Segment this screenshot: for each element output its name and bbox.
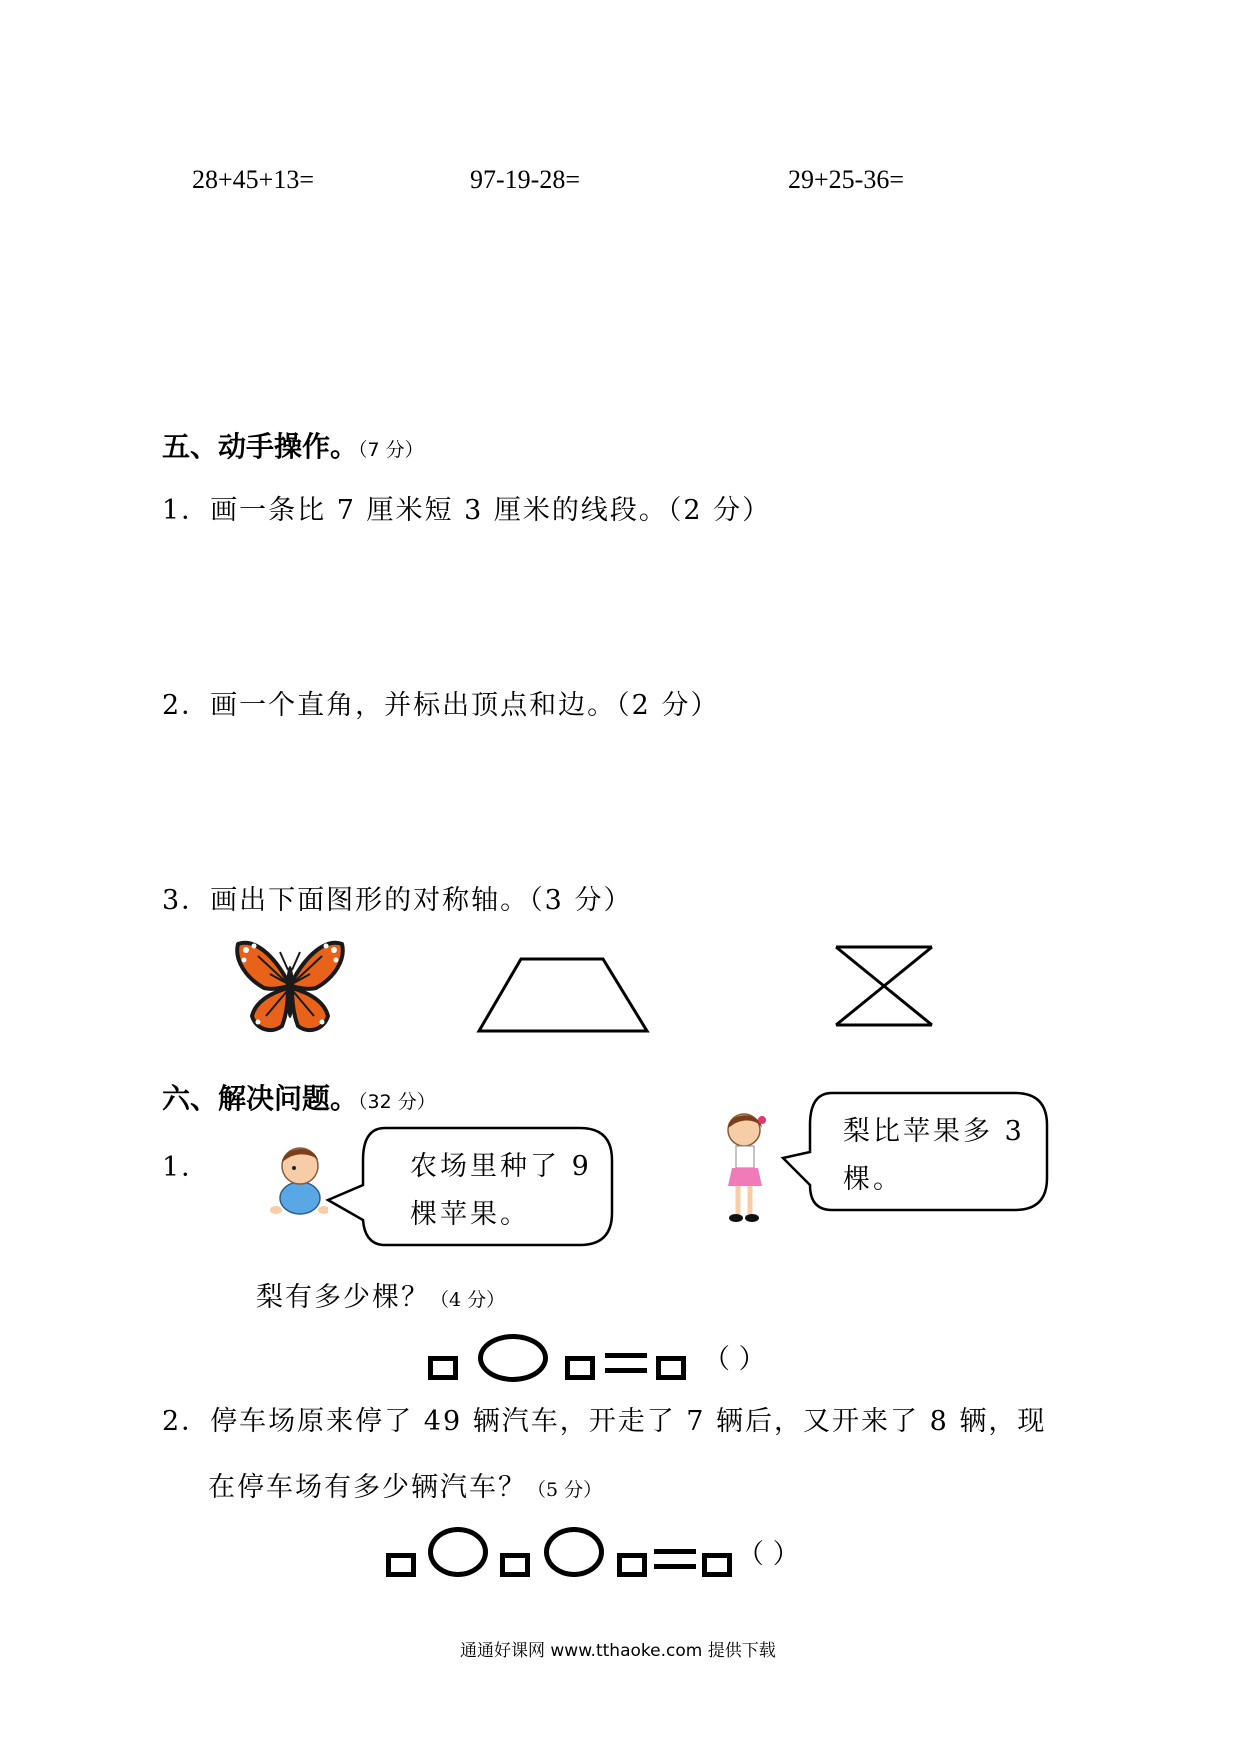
calc-item-2: 97-19-28= [470, 165, 580, 194]
equation2-equals-bottom [654, 1564, 696, 1569]
girl-illustration [720, 1110, 772, 1225]
equation1-result-box[interactable] [656, 1356, 686, 1380]
boy-bubble-text [410, 1143, 592, 1239]
section6-score: （32 分） [358, 1091, 436, 1113]
section5-q3: 3．画出下面图形的对称轴。（3 分） [162, 885, 633, 916]
equation2-unit-paren[interactable]: （ ） [737, 1539, 800, 1570]
boy-bubble-line-1: 农场里种了 9 [410, 1151, 592, 1182]
section5-q2: 2．画一个直角，并标出顶点和边。（2 分） [162, 690, 720, 721]
boy-illustration [268, 1140, 328, 1220]
butterfly-image [234, 930, 346, 1038]
section5-q1: 1．画一条比 7 厘米短 3 厘米的线段。（2 分） [162, 495, 772, 526]
section6-q1-number: 1． [162, 1152, 211, 1183]
calc-item-3: 29+25-36= [788, 165, 904, 194]
calc-item-1: 28+45+13= [192, 165, 314, 194]
footer-credit: 通通好课网 www.tthaoke.com 提供下载 [460, 1641, 776, 1661]
equation2-operator-oval-2[interactable] [544, 1527, 604, 1577]
equation2-box-1[interactable] [386, 1553, 416, 1577]
section5-title: 五、动手操作。 [162, 430, 359, 463]
equation1-box-2[interactable] [565, 1356, 595, 1380]
hourglass-shape [832, 943, 936, 1029]
section6-q2-line1: 2．停车场原来停了 49 辆汽车，开走了 7 辆后，又开来了 8 辆，现 [162, 1406, 1047, 1437]
section6-q2-score: （5 分） [527, 1479, 603, 1501]
section5-heading [162, 425, 424, 465]
girl-bubble-line-1: 梨比苹果多 3 [843, 1116, 1025, 1147]
section6-q1-question-line [256, 1275, 505, 1314]
equation2-box-3[interactable] [617, 1553, 647, 1577]
equation1-box-1[interactable] [428, 1356, 458, 1380]
section6-q1-score: （4 分） [430, 1289, 506, 1311]
equation1-equals-top [605, 1353, 647, 1358]
equation2-equals-top [654, 1549, 696, 1554]
equation2-result-box[interactable] [702, 1553, 732, 1577]
girl-bubble-text [843, 1108, 1025, 1204]
equation2-box-2[interactable] [500, 1553, 530, 1577]
section6-q2-question: 在停车场有多少辆汽车？ [208, 1472, 527, 1503]
section6-heading [162, 1077, 436, 1117]
section5-score: （7 分） [358, 439, 424, 461]
boy-bubble-line-2: 棵苹果。 [410, 1199, 530, 1230]
equation1-operator-oval[interactable] [478, 1334, 548, 1382]
section6-q2-line2 [208, 1465, 602, 1504]
equation2-operator-oval-1[interactable] [428, 1527, 488, 1577]
equation1-equals-bottom [605, 1368, 647, 1373]
section6-title: 六、解决问题。 [162, 1082, 359, 1115]
section6-q1-question: 梨有多少棵？ [256, 1282, 430, 1313]
equation1-unit-paren[interactable]: （ ） [703, 1344, 766, 1375]
trapezoid-shape [475, 955, 651, 1035]
girl-bubble-line-2: 棵。 [843, 1164, 903, 1195]
